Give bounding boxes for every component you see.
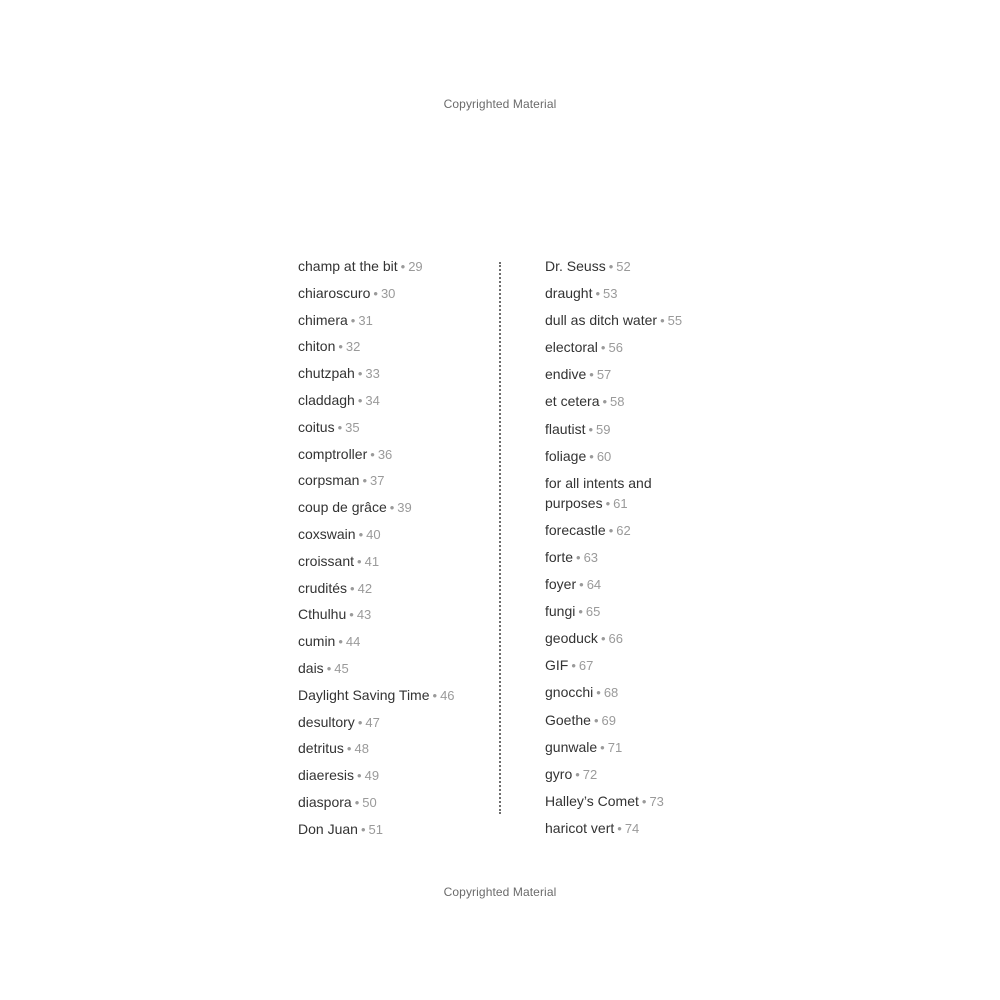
page-number: 62	[616, 522, 631, 538]
page-number: 55	[667, 313, 683, 329]
index-term: chimera	[298, 311, 348, 328]
index-entry	[545, 419, 720, 440]
page-number: 40	[366, 526, 381, 542]
page-number: 57	[596, 367, 612, 383]
separator-dot: •	[602, 394, 608, 410]
separator-dot: •	[432, 687, 438, 703]
index-term: fungi	[545, 603, 576, 620]
page-number: 66	[608, 631, 623, 647]
page-number: 49	[364, 768, 380, 784]
index-term: Goethe	[545, 711, 591, 728]
page-number: 44	[345, 634, 361, 650]
index-entry	[545, 337, 720, 358]
index-entry	[298, 256, 488, 277]
index-term: chutzpah	[298, 365, 355, 382]
page-number: 56	[608, 340, 623, 356]
index-term: Don Juan	[298, 820, 358, 837]
index-entry	[545, 601, 720, 622]
index-term: haricot vert	[545, 819, 615, 836]
separator-dot: •	[357, 553, 362, 569]
separator-dot: •	[346, 741, 352, 757]
index-entry	[298, 336, 488, 357]
page-number: 64	[586, 577, 602, 593]
separator-dot: •	[608, 259, 614, 274]
index-term: Halley’s Comet	[545, 792, 639, 809]
separator-dot: •	[600, 631, 606, 647]
index-column-left	[298, 256, 488, 846]
separator-dot: •	[600, 739, 605, 755]
index-term: GIF	[545, 657, 569, 674]
index-term: coxswain	[298, 525, 356, 542]
index-term: for all intents and purposes	[545, 474, 652, 511]
index-term: forte	[545, 548, 574, 565]
index-term: croissant	[298, 552, 355, 569]
separator-dot: •	[357, 768, 362, 784]
index-term: crudités	[298, 579, 348, 596]
page-number: 31	[358, 312, 373, 328]
page-number: 43	[356, 607, 372, 623]
index-term: diaeresis	[298, 767, 355, 784]
index-term: coitus	[298, 418, 335, 435]
page-number: 71	[607, 739, 623, 755]
page-number: 53	[603, 286, 618, 302]
page-number: 72	[582, 766, 598, 782]
separator-dot: •	[338, 634, 343, 650]
index-entry	[298, 444, 488, 465]
separator-dot: •	[373, 285, 378, 301]
page-number: 67	[578, 658, 594, 674]
index-entry	[298, 310, 488, 331]
page-number: 52	[616, 259, 631, 274]
index-entry	[545, 737, 720, 758]
index-term: geoduck	[545, 630, 598, 647]
page-number: 68	[603, 685, 619, 701]
index-term: detritus	[298, 740, 344, 757]
separator-dot: •	[362, 473, 368, 489]
page-number: 58	[610, 394, 625, 410]
index-entry	[545, 473, 720, 514]
index-entry	[545, 764, 720, 785]
index-entry	[545, 791, 720, 812]
page-number: 34	[365, 392, 380, 408]
separator-dot: •	[617, 820, 622, 836]
index-column-right	[545, 256, 720, 845]
page-number: 30	[380, 285, 396, 301]
index-term: foyer	[545, 576, 577, 593]
separator-dot: •	[354, 794, 360, 810]
separator-dot: •	[571, 658, 576, 674]
index-entry	[545, 256, 720, 277]
separator-dot: •	[357, 392, 363, 408]
index-term: desultory	[298, 713, 355, 730]
index-term: comptroller	[298, 445, 368, 462]
separator-dot: •	[593, 712, 599, 728]
index-entry	[545, 547, 720, 568]
separator-dot: •	[357, 366, 363, 382]
separator-dot: •	[370, 446, 375, 462]
page-number: 51	[368, 821, 383, 837]
index-entry	[298, 685, 488, 706]
index-term: forecastle	[545, 521, 606, 538]
index-entry	[298, 819, 488, 840]
index-term: electoral	[545, 339, 598, 356]
page-number: 37	[370, 473, 385, 489]
index-entry	[545, 628, 720, 649]
page-number: 32	[345, 339, 361, 355]
separator-dot: •	[578, 604, 583, 620]
separator-dot: •	[641, 793, 647, 809]
index-term: chiton	[298, 338, 336, 355]
index-term: diaspora	[298, 793, 352, 810]
page-number: 61	[613, 495, 628, 511]
separator-dot: •	[349, 607, 354, 623]
index-entry	[298, 658, 488, 679]
index-term: endive	[545, 366, 587, 383]
page-number: 50	[362, 794, 377, 810]
index-entry	[545, 682, 720, 703]
index-entry	[545, 283, 720, 304]
page-number: 59	[596, 421, 611, 437]
index-entry	[545, 310, 720, 331]
index-term: Daylight Saving Time	[298, 686, 430, 703]
index-entry	[545, 710, 720, 731]
separator-dot: •	[608, 522, 614, 538]
index-term: Cthulhu	[298, 606, 347, 623]
index-term: chiaroscuro	[298, 284, 371, 301]
separator-dot: •	[579, 577, 584, 593]
index-term: gnocchi	[545, 684, 594, 701]
separator-dot: •	[660, 313, 665, 329]
index-entry	[298, 363, 488, 384]
index-term: flautist	[545, 420, 586, 437]
index-term: coup de grâce	[298, 499, 387, 516]
index-term: gyro	[545, 765, 573, 782]
index-term: Dr. Seuss	[545, 258, 606, 274]
column-divider	[499, 262, 501, 814]
page-number: 60	[596, 448, 612, 464]
index-term: dais	[298, 659, 324, 676]
separator-dot: •	[595, 286, 601, 302]
page-number: 73	[649, 793, 664, 809]
index-term: claddagh	[298, 391, 355, 408]
index-term: dull as ditch water	[545, 312, 658, 329]
index-entry	[298, 551, 488, 572]
separator-dot: •	[575, 766, 580, 782]
page-number: 33	[365, 366, 380, 382]
page-number: 36	[377, 446, 393, 462]
index-entry	[298, 283, 488, 304]
separator-dot: •	[358, 526, 364, 542]
page-number: 35	[345, 419, 360, 435]
separator-dot: •	[337, 419, 343, 435]
index-entry	[545, 574, 720, 595]
index-term: draught	[545, 285, 593, 302]
separator-dot: •	[326, 660, 332, 676]
separator-dot: •	[589, 367, 594, 383]
index-term: champ at the bit	[298, 258, 398, 274]
index-term: corpsman	[298, 472, 360, 489]
separator-dot: •	[576, 549, 581, 565]
separator-dot: •	[350, 312, 356, 328]
index-entry	[298, 417, 488, 438]
index-entry	[545, 655, 720, 676]
index-entry	[545, 391, 720, 412]
separator-dot: •	[400, 259, 406, 274]
page-number: 48	[354, 741, 369, 757]
page-number: 29	[408, 259, 423, 274]
page-number: 47	[365, 714, 380, 730]
separator-dot: •	[600, 340, 606, 356]
index-term: gunwale	[545, 738, 598, 755]
separator-dot: •	[350, 580, 355, 596]
index-entry	[298, 712, 488, 733]
index-entry	[298, 497, 488, 518]
separator-dot: •	[596, 685, 601, 701]
page-number: 41	[364, 553, 380, 569]
separator-dot: •	[605, 495, 611, 511]
page-number: 69	[601, 712, 616, 728]
page-number: 65	[585, 604, 601, 620]
index-entry	[545, 520, 720, 541]
separator-dot: •	[338, 339, 343, 355]
index-entry	[545, 818, 720, 839]
index-entry	[298, 792, 488, 813]
index-entry	[298, 470, 488, 491]
separator-dot: •	[588, 421, 594, 437]
page-number: 46	[440, 687, 455, 703]
index-entry	[298, 604, 488, 625]
separator-dot: •	[360, 821, 366, 837]
index-entry	[298, 738, 488, 759]
copyright-watermark-top: Copyrighted Material	[443, 97, 557, 111]
index-term: cumin	[298, 633, 336, 650]
index-entry	[298, 578, 488, 599]
index-entry	[545, 446, 720, 467]
index-entry	[298, 524, 488, 545]
separator-dot: •	[389, 500, 395, 516]
page-number: 74	[624, 820, 640, 836]
index-entry	[298, 631, 488, 652]
page-number: 42	[357, 580, 373, 596]
index-entry	[545, 364, 720, 385]
page-number: 45	[334, 660, 349, 676]
page-number: 63	[583, 549, 599, 565]
index-entry	[298, 390, 488, 411]
index-term: foliage	[545, 447, 587, 464]
index-term: et cetera	[545, 393, 600, 410]
index-entry	[298, 765, 488, 786]
copyright-watermark-bottom: Copyrighted Material	[443, 885, 557, 899]
separator-dot: •	[357, 714, 363, 730]
separator-dot: •	[589, 448, 594, 464]
page-number: 39	[397, 500, 412, 516]
